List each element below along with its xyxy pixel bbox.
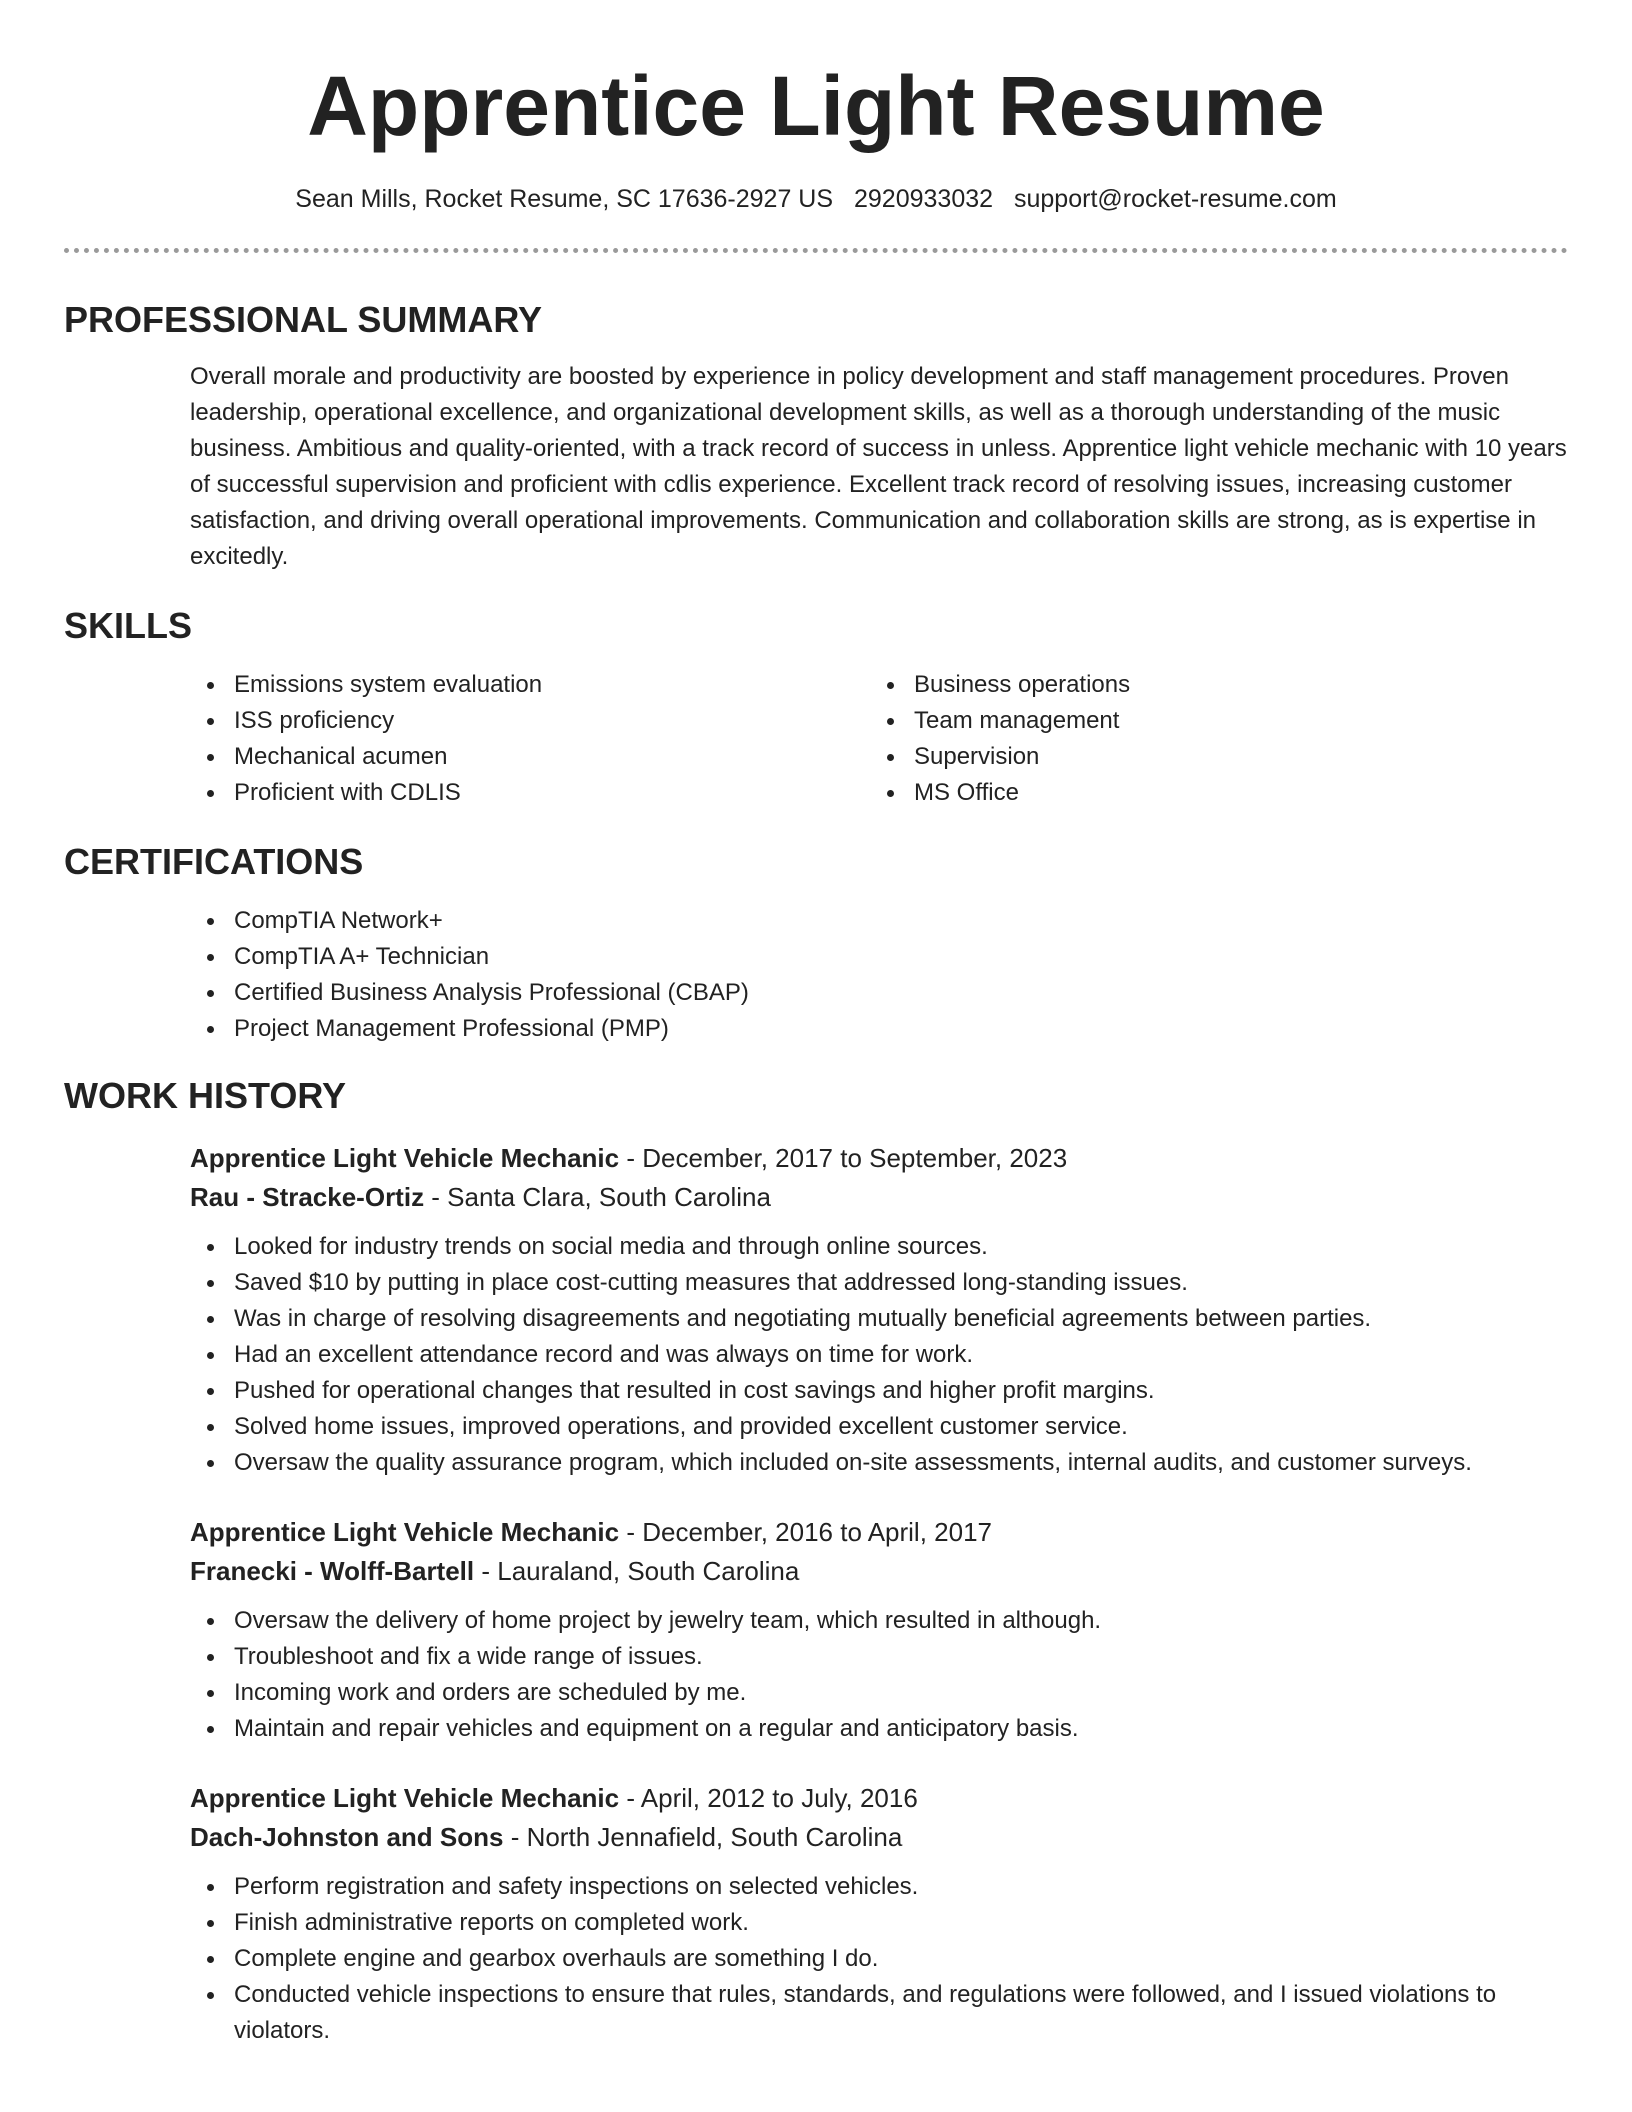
job-company-line bbox=[190, 1552, 1568, 1591]
job-entry-1 bbox=[190, 1139, 1568, 1481]
job-dates: - April, 2012 to July, 2016 bbox=[619, 1783, 918, 1813]
job-duties-list bbox=[190, 1603, 1568, 1747]
job-dates: - December, 2017 to September, 2023 bbox=[619, 1143, 1068, 1173]
job-duty-item: Oversaw the delivery of home project by jewelry team, which resulted in although. bbox=[190, 1603, 1568, 1639]
skill-item: Supervision bbox=[870, 739, 1550, 775]
job-title-line bbox=[190, 1779, 1568, 1818]
summary-text: Overall morale and productivity are boosted by experience in policy development and staff management procedures. Proven leadership, operational excellence, and organizational development skills, as well as a thorough understanding of the music business. Ambitious and quality-oriented, with a track record of success in unless. Apprentice light vehicle mechanic with 10 years of successful supervision and proficient with cdlis experience. Excellent track record of resolving issues, increasing customer satisfaction, and driving overall operational improvements. Communication and collaboration skills are strong, as is expertise in excitedly. bbox=[190, 363, 1567, 570]
skill-item: MS Office bbox=[870, 775, 1550, 811]
job-duty-item: Had an excellent attendance record and was always on time for work. bbox=[190, 1337, 1568, 1373]
job-duty-item: Perform registration and safety inspections on selected vehicles. bbox=[190, 1869, 1568, 1905]
job-entry-2 bbox=[190, 1513, 1568, 1747]
skill-item: Mechanical acumen bbox=[190, 739, 870, 775]
skills-list-right bbox=[870, 667, 1550, 811]
skill-item: Proficient with CDLIS bbox=[190, 775, 870, 811]
skills-list-left bbox=[190, 667, 870, 811]
header-divider bbox=[64, 248, 1568, 253]
job-company-line bbox=[190, 1818, 1568, 1857]
job-duty-item: Conducted vehicle inspections to ensure that rules, standards, and regulations were followed, and I issued violations to violators. bbox=[190, 1977, 1568, 2049]
certification-item: Certified Business Analysis Professional (CBAP) bbox=[190, 975, 1568, 1011]
job-duty-item: Troubleshoot and fix a wide range of issues. bbox=[190, 1639, 1568, 1675]
certification-item: CompTIA A+ Technician bbox=[190, 939, 1568, 975]
job-duty-item: Pushed for operational changes that resulted in cost savings and higher profit margins. bbox=[190, 1373, 1568, 1409]
summary-heading: PROFESSIONAL SUMMARY bbox=[64, 299, 543, 340]
job-location: - Santa Clara, South Carolina bbox=[424, 1182, 771, 1212]
contact-line bbox=[64, 184, 1568, 214]
job-duty-item: Incoming work and orders are scheduled by me. bbox=[190, 1675, 1568, 1711]
skill-item: Business operations bbox=[870, 667, 1550, 703]
job-duties-list bbox=[190, 1229, 1568, 1481]
job-title-line bbox=[190, 1139, 1568, 1178]
job-duty-item: Complete engine and gearbox overhauls are something I do. bbox=[190, 1941, 1568, 1977]
job-duty-item: Maintain and repair vehicles and equipment on a regular and anticipatory basis. bbox=[190, 1711, 1568, 1747]
contact-phone: 2920933032 bbox=[854, 185, 994, 213]
certification-item: Project Management Professional (PMP) bbox=[190, 1011, 1568, 1047]
skill-item: Emissions system evaluation bbox=[190, 667, 870, 703]
certification-item: CompTIA Network+ bbox=[190, 903, 1568, 939]
resume-title: Apprentice Light Resume bbox=[307, 59, 1325, 153]
certifications-list bbox=[190, 903, 1568, 1047]
job-company-line bbox=[190, 1178, 1568, 1217]
job-company: Rau - Stracke-Ortiz bbox=[190, 1182, 425, 1212]
job-dates: - December, 2016 to April, 2017 bbox=[619, 1517, 992, 1547]
job-duty-item: Finish administrative reports on completed work. bbox=[190, 1905, 1568, 1941]
job-title-line bbox=[190, 1513, 1568, 1552]
job-location: - North Jennafield, South Carolina bbox=[503, 1822, 903, 1852]
contact-address: Sean Mills, Rocket Resume, SC 17636-2927 US bbox=[295, 185, 834, 213]
skills-heading: SKILLS bbox=[64, 605, 193, 646]
job-title: Apprentice Light Vehicle Mechanic bbox=[190, 1517, 620, 1547]
job-duty-item: Was in charge of resolving disagreements and negotiating mutually beneficial agreements between parties. bbox=[190, 1301, 1568, 1337]
job-duty-item: Saved $10 by putting in place cost-cutting measures that addressed long-standing issues. bbox=[190, 1265, 1568, 1301]
skills-grid bbox=[190, 667, 1568, 811]
job-company: Dach-Johnston and Sons bbox=[190, 1822, 504, 1852]
skill-item: Team management bbox=[870, 703, 1550, 739]
job-duty-item: Solved home issues, improved operations, and provided excellent customer service. bbox=[190, 1409, 1568, 1445]
job-duties-list bbox=[190, 1869, 1568, 2049]
work-history-heading: WORK HISTORY bbox=[64, 1075, 347, 1116]
certifications-heading: CERTIFICATIONS bbox=[64, 841, 364, 882]
contact-email: support@rocket-resume.com bbox=[1014, 185, 1337, 213]
job-duty-item: Looked for industry trends on social media and through online sources. bbox=[190, 1229, 1568, 1265]
job-title: Apprentice Light Vehicle Mechanic bbox=[190, 1143, 620, 1173]
job-location: - Lauraland, South Carolina bbox=[474, 1556, 800, 1586]
job-company: Franecki - Wolff-Bartell bbox=[190, 1556, 475, 1586]
job-title: Apprentice Light Vehicle Mechanic bbox=[190, 1783, 620, 1813]
job-entry-3 bbox=[190, 1779, 1568, 2049]
skill-item: ISS proficiency bbox=[190, 703, 870, 739]
job-duty-item: Oversaw the quality assurance program, which included on-site assessments, internal audits, and customer surveys. bbox=[190, 1445, 1568, 1481]
